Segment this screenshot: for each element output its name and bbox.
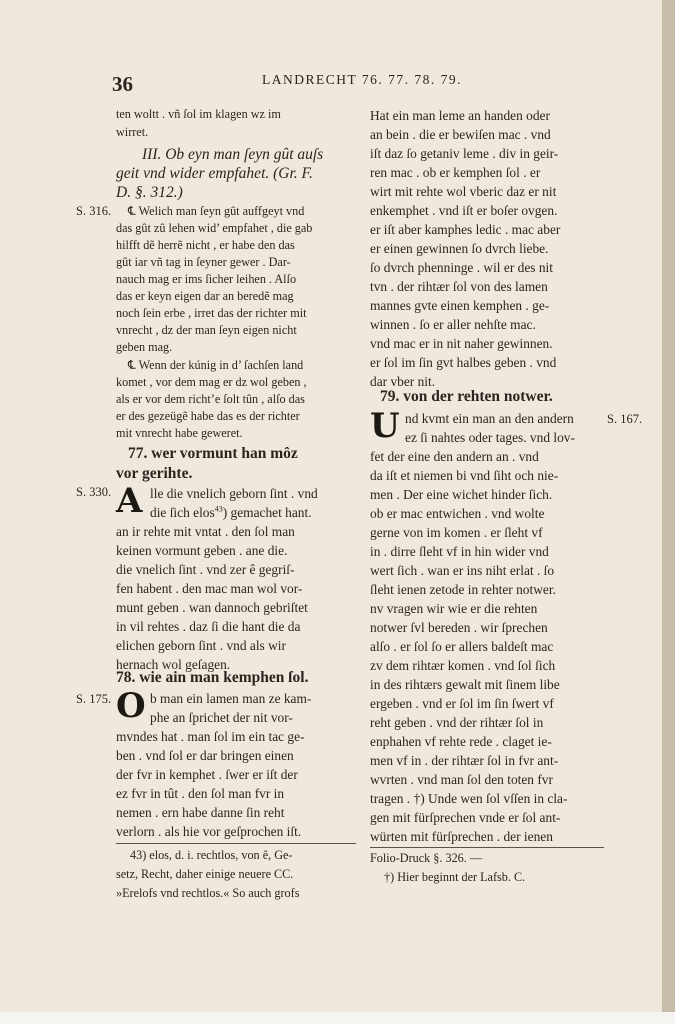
text-line: iſt daz ſo getaniv leme . div in geir- — [370, 146, 559, 161]
text-line: als er vor dem richt’e ſolt tûn , alſo das — [116, 392, 305, 406]
text-line: nauch mag er ims ſicher leihen . Alſo — [116, 272, 297, 286]
text-line: enphahen vf rehte rede . claget ie- — [370, 734, 552, 749]
text-line: die vnelich ſint . vnd zer ê gegriſ- — [116, 562, 295, 577]
text-line: Hat ein man leme an handen oder — [370, 108, 550, 123]
text-line: er ſol im ſin gvt halbes geben . vnd — [370, 355, 557, 370]
text-line: komet , vor dem mag er dz wol geben , — [116, 375, 307, 389]
text-line: ez fvr in tût . den ſol man fvr in — [116, 786, 285, 801]
text-line: ten woltt . vñ ſol im klagen wz im — [116, 107, 281, 121]
text-line: reht geben . vnd der rihtær ſol in — [370, 715, 544, 730]
margin-ref: S. 175. — [76, 692, 112, 706]
text-line: ren mac . ob er kemphen ſol . er — [370, 165, 541, 180]
text-line: elichen geborn ſint . vnd als wir — [116, 638, 286, 653]
text-line: mannes gvte einen kemphen . ge- — [370, 298, 550, 313]
text-line: tragen . †) Unde wen ſol vſſen in cla- — [370, 791, 568, 806]
text-line: lle die vnelich geborn ſint . vnd — [150, 486, 318, 501]
text-line: keinen vormunt geben . ane die. — [116, 543, 288, 558]
text-line: fen habent . den mac man wol vor- — [116, 581, 303, 596]
text-line: ob er mac entwichen . vnd wolte — [370, 506, 545, 521]
chapter-heading: 77. wer vormunt han môz — [128, 445, 298, 462]
section-title: III. Ob eyn man ſeyn gût auſs — [142, 146, 324, 163]
footnote-line: 43) elos, d. i. rechtlos, von ê, Ge- — [130, 848, 293, 862]
text-line: er des gezeügẽ habe das es der richter — [116, 409, 300, 423]
text-line: mit vnrecht habe geweret. — [116, 426, 243, 440]
text-line: fet der eine den andern an . vnd — [370, 449, 539, 464]
text-line: das gût zû lehen wid’ empfahet , die gab — [116, 221, 313, 235]
margin-ref: S. 330. — [76, 485, 112, 499]
text-line: würten mit fürſprechen . der ienen — [370, 829, 553, 844]
drop-cap: U — [370, 406, 400, 446]
text-line: er einen gewinnen ſo dvrch liebe. — [370, 241, 549, 256]
text-line: in des rihtærs gewalt mit ſinem libe — [370, 677, 560, 692]
text-line: da iſt et niemen bi vnd ſiht och nie- — [370, 468, 559, 483]
drop-cap: O — [116, 686, 146, 726]
text-line: die ſich elos$^{43}$) gemachet hant. — [150, 504, 312, 520]
section-title: geit vnd wider empfahet. (Gr. F. — [116, 165, 313, 182]
text-line: ſleht ienen zetode in rehter notwer. — [370, 582, 556, 597]
text-line: er iſt aber kamphes ledic . mac aber — [370, 222, 561, 237]
text-line: nemen . ern habe danne ſin reht — [116, 805, 285, 820]
chapter-heading: vor gerihte. — [116, 465, 193, 482]
text-line: gerne von im komen . er ſleht vf — [370, 525, 543, 540]
margin-ref: S. 316. — [76, 204, 112, 218]
text-line: ℄ Welich man ſeyn gût auffgeyt vnd — [128, 204, 305, 218]
text-line: wvrten . vnd man ſol den toten fvr — [370, 772, 553, 787]
text-line: noch ſein erbe , irret das der richter mit — [116, 306, 307, 320]
text-line: tvn . der rihtær ſol von des lamen — [370, 279, 548, 294]
chapter-heading: 78. wie ain man kemphen ſol. — [116, 669, 309, 686]
text-line: nv vragen wir wie er die rehten — [370, 601, 538, 616]
margin-ref: S. 167. — [607, 412, 643, 426]
text-line: men vf in . der rihtær ſol in fvr ant- — [370, 753, 559, 768]
footnote-line: †) Hier beginnt der Lafsb. C. — [384, 870, 526, 884]
footnote-marker: 43 — [214, 504, 223, 514]
text-line: der fvr in kemphet . ſwer er iſt der — [116, 767, 298, 782]
footnote-line: Folio-Druck §. 326. — — [370, 851, 483, 865]
footnote-line: setz, Recht, daher einige neuere CC. — [116, 867, 294, 881]
text-line: wert ſich . wan er ins niht erlat . ſo — [370, 563, 555, 578]
text-line: vnrecht , dz der man ſeyn eigen nicht — [116, 323, 297, 337]
text-line: munt geben . wan dannoch gebriſtet — [116, 600, 308, 615]
footnote-line: »Erelofs vnd rechtlos.« So auch grofs — [116, 886, 300, 900]
text-line: winnen . ſo er aller nehſte mac. — [370, 317, 536, 332]
text-line: in . dirre ſleht vf in hin wider vnd — [370, 544, 549, 559]
page-number: 36 — [112, 72, 133, 96]
text-line: ez ſi nahtes oder tages. vnd lov- — [405, 430, 575, 445]
text-line: verlorn . als hie vor geſprochen iſt. — [116, 824, 302, 839]
page-bottom-margin — [0, 1012, 675, 1024]
text-line: notwer ſvl bereden . wir ſprechen — [370, 620, 548, 635]
text-line: mvndes hat . man ſol im ein tac ge- — [116, 729, 305, 744]
text-line: wirt mit rehte wol vberic daz er nit — [370, 184, 557, 199]
text-line: an bein . die er bewiſen mac . vnd — [370, 127, 551, 142]
text-line: in vil rehtes . daz ſi die hant die da — [116, 619, 301, 634]
section-title: D. §. 312.) — [116, 184, 183, 201]
text-line: b man ein lamen man ze kam- — [150, 691, 312, 706]
text-line: ſo dvrch phenninge . wil er des nit — [370, 260, 553, 275]
page-edge — [662, 0, 675, 1024]
text-line: hernach wol geſagen. — [116, 657, 231, 672]
text-line: zv dem rihtær komen . vnd ſol ſich — [370, 658, 556, 673]
text-line: alſo . er ſol ſo er allers baldeſt mac — [370, 639, 554, 654]
text-line: ℄ Wenn der kúnig in d’ ſachſen land — [128, 358, 304, 372]
running-title: LANDRECHT 76. 77. 78. 79. — [262, 72, 463, 87]
text-line: enkemphet . vnd iſt er boſer ovgen. — [370, 203, 558, 218]
text-line: phe an ſprichet der nit vor- — [150, 710, 293, 725]
text-line: ben . vnd ſol er dar bringen einen — [116, 748, 294, 763]
text-line: vnd mac er in nit naher gewinnen. — [370, 336, 553, 351]
text-line: an ir rehte mit vntat . den ſol man — [116, 524, 295, 539]
text-line: dar vber nit. — [370, 374, 436, 389]
text-line: gût iar vñ tag in ſeyner gewer . Dar- — [116, 255, 291, 269]
text-line: gen mit fürſprechen vnde er ſol ant- — [370, 810, 561, 825]
text-line: wirret. — [116, 125, 149, 139]
text-line: ergeben . vnd er ſol im ſin ſwert vf — [370, 696, 554, 711]
footnote-rule — [370, 847, 604, 848]
text-line: hilfft dẽ herrẽ nicht , er habe den das — [116, 238, 295, 252]
drop-cap: A — [116, 481, 143, 521]
chapter-heading: 79. von der rehten notwer. — [380, 388, 553, 405]
text-line: geben mag. — [116, 340, 173, 354]
text-line: men . Der eine wichet hinder ſich. — [370, 487, 553, 502]
footnote-rule — [116, 843, 356, 844]
text-line: das er keyn eigen dar an beredẽ mag — [116, 289, 294, 303]
text-line: nd kvmt ein man an den andern — [405, 411, 574, 426]
